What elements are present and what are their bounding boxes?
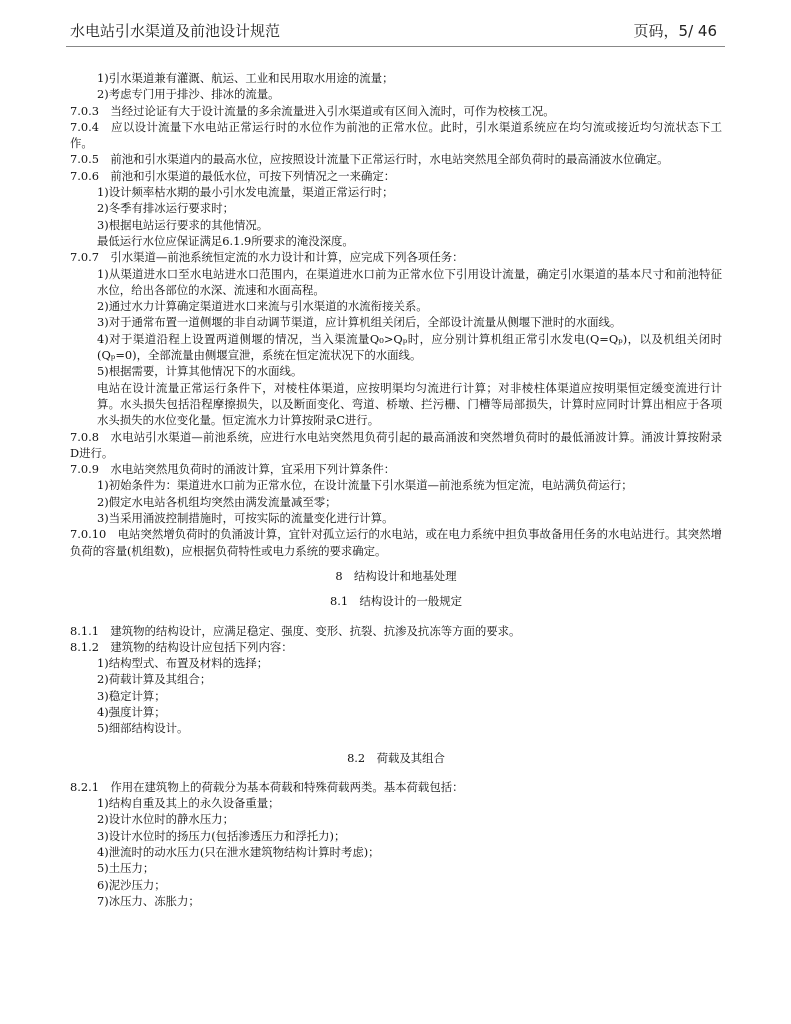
paragraph: 1)引水渠道兼有灌溉、航运、工业和民用取水用途的流量；: [97, 71, 394, 85]
paragraph: 7.0.9 水电站突然甩负荷时的涌波计算，宜采用下列计算条件：: [70, 462, 396, 477]
paragraph: 1)初始条件为：渠道进水口前为正常水位，在设计流量下引水渠道—前池系统为恒定流，电站满负荷运行；: [97, 478, 633, 493]
paragraph: 4)对于渠道沿程上设置两道侧堰的情况，当入渠流量Q₀>Qₚ时，应分别计算机组正常引水发电(Q=Qₚ)，以及机组关闭时(Qₚ=0)，全部流量由侧堰宣泄，系统在恒定流状况下的水面线。: [97, 331, 722, 363]
section-heading: 8 结构设计和地基处理: [335, 568, 457, 583]
paragraph: 5)细部结构设计。: [97, 721, 189, 736]
header-divider: [66, 46, 725, 47]
paragraph: 7.0.5 前池和引水渠道内的最高水位，应按照设计流量下正常运行时，水电站突然甩全部负荷时的最高涌波水位确定。: [70, 152, 669, 167]
paragraph: 电站在设计流量正常运行条件下，对棱柱体渠道，应按明渠均匀流进行计算；对非棱柱体渠道应按明渠恒定缓变流进行计算。水头损失包括沿程摩擦损失，以及断面变化、弯道、桥墩、拦污栅、门槽等局部损失，计算时应同时计算出相应于各项水头损失的水位变化量。恒定流水力计算按附录C进行。: [97, 380, 722, 428]
paragraph: 6)泥沙压力；: [97, 877, 166, 892]
paragraph: 7.0.8 水电站引水渠道—前池系统，应进行水电站突然甩负荷引起的最高涌波和突然增负荷时的最低涌波计算。涌波计算按附录D进行。: [70, 429, 722, 460]
paragraph: 3)对于通常布置一道侧堰的非自动调节渠道，应计算机组关闭后，全部设计流量从侧堰下泄时的水面线。: [97, 315, 622, 330]
spacer: [70, 737, 722, 750]
spacer: [70, 584, 722, 593]
paragraph: 7)冰压力、冻胀力；: [97, 893, 200, 908]
paragraph: 3)设计水位时的扬压力(包括渗透压力和浮托力)；: [97, 828, 346, 843]
paragraph: 4)泄流时的动水压力(只在泄水建筑物结构计算时考虑)；: [97, 845, 380, 860]
paragraph: 8.1.1 建筑物的结构设计，应满足稳定、强度、变形、抗裂、抗渗及抗冻等方面的要求。: [70, 623, 521, 638]
paragraph: 1)结构自重及其上的永久设备重量；: [97, 796, 280, 811]
paragraph: 2)设计水位时的静水压力；: [97, 812, 234, 827]
paragraph: 2)假定水电站各机组均突然由满发流量减至零；: [97, 494, 337, 509]
section-heading: 8.1 结构设计的一般规定: [329, 594, 463, 609]
paragraph: 1)结构型式、布置及材料的选择；: [97, 656, 269, 671]
spacer: [70, 559, 722, 568]
section-heading: 8.2 荷载及其组合: [347, 750, 445, 765]
paragraph: 7.0.4 应以设计流量下水电站正常运行时的水位作为前池的正常水位。此时，引水渠道系统应在均匀流或接近均匀流状态下工作。: [70, 119, 722, 151]
paragraph: 2)冬季有排冰运行要求时；: [97, 201, 234, 216]
document-title: 水电站引水渠道及前池设计规范: [70, 22, 281, 40]
paragraph: 1)从渠道进水口至水电站进水口范围内，在渠道进水口前为正常水位下引用设计流量，确定引水渠道的基本尺寸和前池特征水位，给出各部位的水深、流速和水面高程。: [97, 266, 722, 297]
paragraph: 2)荷载计算及其组合；: [97, 672, 212, 687]
document-body: [70, 70, 722, 909]
page-number: 页码，5/ 46: [633, 22, 717, 40]
paragraph: 2)通过水力计算确定渠道进水口来流与引水渠道的水流衔接关系。: [97, 299, 428, 314]
paragraph: 5)根据需要，计算其他情况下的水面线。: [97, 364, 303, 379]
paragraph: 8.1.2 建筑物的结构设计应包括下列内容：: [70, 639, 293, 654]
paragraph: 1)设计频率枯水期的最小引水发电流量，渠道正常运行时；: [97, 185, 394, 200]
paragraph: 5)土压力；: [97, 861, 155, 876]
paragraph: 2)考虑专门用于排沙、排冰的流量。: [97, 87, 280, 102]
spacer: [70, 610, 722, 623]
paragraph: 7.0.7 引水渠道—前池系统恒定流的水力设计和计算，应完成下列各项任务：: [70, 250, 464, 265]
paragraph: 7.0.6 前池和引水渠道的最低水位，可按下列情况之一来确定：: [70, 168, 396, 183]
paragraph: 3)当采用涌波控制措施时，可按实际的流量变化进行计算。: [97, 511, 394, 526]
paragraph: 3)稳定计算；: [97, 688, 166, 703]
paragraph: 3)根据电站运行要求的其他情况。: [97, 217, 269, 232]
paragraph: 最低运行水位应保证满足6.1.9所要求的淹没深度。: [97, 233, 354, 248]
paragraph: 4)强度计算；: [97, 704, 166, 719]
paragraph: 8.2.1 作用在建筑物上的荷载分为基本荷载和特殊荷载两类。基本荷载包括：: [70, 779, 464, 794]
paragraph: 7.0.10 电站突然增负荷时的负涌波计算，宜针对孤立运行的水电站，或在电力系统中担负事故备用任务的水电站进行。其突然增负荷的容量(机组数)，应根据负荷特性或电力系统的要求确定。: [70, 527, 722, 558]
paragraph: 7.0.3 当经过论证有大于设计流量的多余流量进入引水渠道或有区间入流时，可作为校核工况。: [70, 103, 555, 118]
spacer: [70, 766, 722, 779]
